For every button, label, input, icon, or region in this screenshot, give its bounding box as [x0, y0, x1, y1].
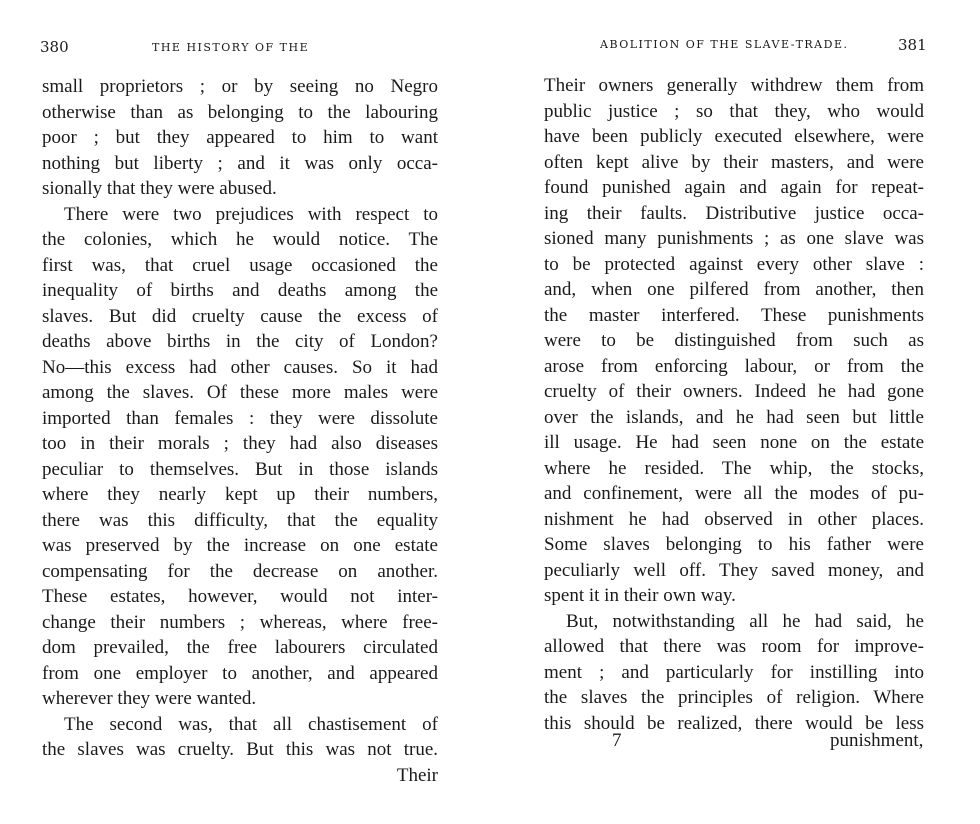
- text-line: was preserved by the increase on one estate: [42, 535, 438, 556]
- text-line: arose from enforcing labour, or from the: [544, 355, 924, 377]
- right-body-text: [544, 73, 924, 736]
- text-line: and, when one pilfered from another, then: [544, 279, 924, 300]
- text-line: ment ; and particularly for instilling into: [544, 661, 924, 683]
- text-line: the colonies, which he would notice. The: [42, 229, 438, 250]
- text-line: The second was, that all chastisement of: [64, 713, 438, 735]
- text-line: But, notwithstanding all he had said, he: [566, 610, 924, 632]
- signature-mark: 7: [612, 730, 622, 751]
- text-line: slaves. But did cruelty cause the excess of: [42, 305, 438, 327]
- text-line: too in their morals ; they had also diseases: [42, 433, 438, 454]
- text-line: to be protected against every other slave :: [544, 253, 924, 275]
- text-line: sionally that they were abused.: [42, 178, 277, 199]
- text-line: Their: [396, 764, 438, 786]
- text-line: the slaves the principles of religion. Where: [544, 687, 924, 708]
- text-line: inequality of births and deaths among the: [42, 280, 438, 301]
- text-line: among the slaves. Of these more males were: [42, 382, 438, 403]
- left-body-text: [42, 74, 438, 788]
- text-line: nishment he had observed in other places.: [544, 508, 924, 530]
- text-line: the master interfered. These punishments: [544, 304, 924, 326]
- text-line: nothing but liberty ; and it was only occa-: [42, 152, 438, 174]
- text-line: over the islands, and he had seen but little: [544, 406, 924, 428]
- text-line: peculiarly well off. They saved money, and: [544, 559, 924, 581]
- text-line: imported than females : they were dissolute: [42, 407, 438, 429]
- right-page-number: 381: [898, 36, 927, 54]
- text-line: ing their faults. Distributive justice occa-: [544, 202, 924, 224]
- text-line: otherwise than as belonging to the labouring: [42, 101, 438, 123]
- text-line: spent it in their own way.: [544, 585, 736, 606]
- text-line: the slaves was cruelty. But this was not true.: [42, 739, 438, 760]
- text-line: sioned many punishments ; as one slave was: [544, 228, 924, 249]
- text-line: were to be distinguished from such as: [544, 330, 924, 351]
- text-line: compensating for the decrease on another.: [42, 560, 438, 582]
- right-page: [490, 0, 980, 824]
- text-line: Some slaves belonging to his father were: [544, 534, 924, 555]
- text-line: deaths above births in the city of London?: [42, 331, 438, 352]
- text-line: Their owners generally withdrew them from: [544, 75, 924, 96]
- text-line: small proprietors ; or by seeing no Negro: [42, 76, 438, 97]
- text-line: There were two prejudices with respect to: [64, 203, 438, 225]
- text-line: often kept alive by their masters, and were: [544, 151, 924, 173]
- text-line: this should be realized, there would be less: [544, 712, 924, 734]
- left-page-number: 380: [40, 38, 69, 56]
- text-line: public justice ; so that they, who would: [544, 100, 924, 122]
- text-line: peculiar to themselves. But in those islands: [42, 458, 438, 480]
- text-line: These estates, however, would not inter-: [42, 586, 438, 607]
- text-line: where he resided. The whip, the stocks,: [544, 457, 924, 479]
- text-line: wherever they were wanted.: [42, 688, 257, 709]
- text-line: and confinement, were all the modes of pu-: [544, 483, 924, 504]
- text-line: ill usage. He had seen none on the estate: [544, 432, 924, 453]
- text-line: dom prevailed, the free labourers circulated: [42, 637, 438, 658]
- text-line: No—this excess had other causes. So it had: [42, 356, 438, 378]
- right-running-title: ABOLITION OF THE SLAVE-TRADE.: [600, 38, 849, 51]
- text-line: where they nearly kept up their numbers,: [42, 484, 438, 505]
- left-running-title: THE HISTORY OF THE: [152, 41, 310, 54]
- text-line: found punished again and again for repeat-: [544, 177, 924, 198]
- text-line: change their numbers ; whereas, where free-: [42, 611, 438, 633]
- text-line: allowed that there was room for improve-: [544, 636, 924, 657]
- text-line: poor ; but they appeared to him to want: [42, 127, 438, 148]
- text-line: first was, that cruel usage occasioned the: [42, 254, 438, 276]
- text-line: have been publicly executed elsewhere, were: [544, 126, 924, 147]
- catchword: punishment,: [830, 730, 924, 751]
- text-line: there was this difficulty, that the equality: [42, 509, 438, 531]
- text-line: from one employer to another, and appeared: [42, 662, 438, 684]
- text-line: cruelty of their owners. Indeed he had gone: [544, 381, 924, 402]
